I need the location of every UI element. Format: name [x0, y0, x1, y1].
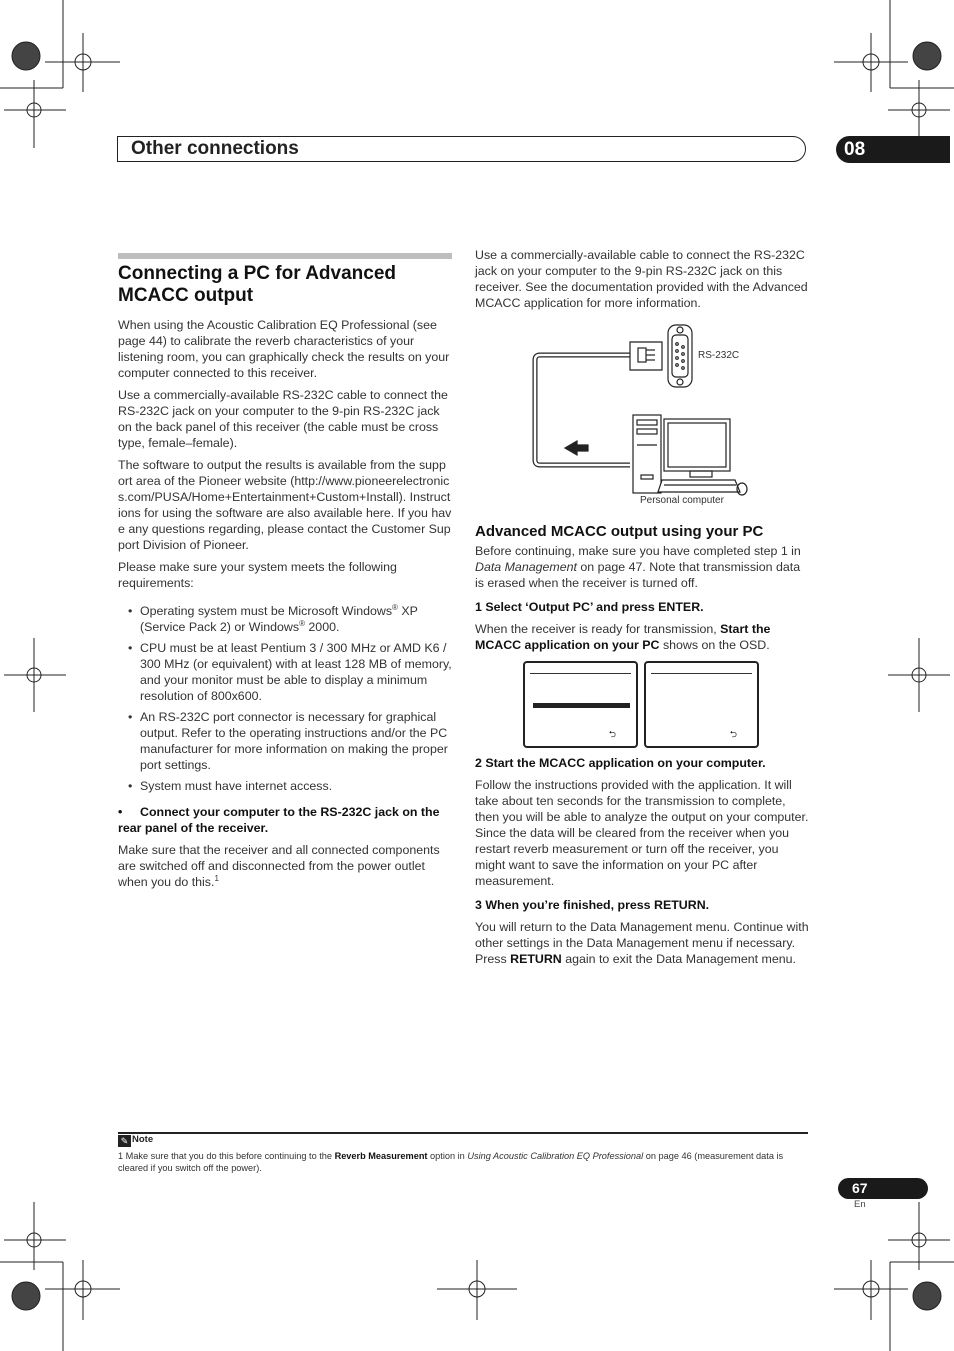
- paragraph: You will return to the Data Management menu. Continue with other settings in the Data Management menu if necessary. Press RETURN again to exit the Data Management menu.: [475, 920, 809, 966]
- section-rule: [118, 253, 452, 259]
- chapter-title: Other connections: [131, 138, 299, 159]
- footnote: 1 Make sure that you do this before continuing to the Reverb Measurement option in Using Acoustic Calibration EQ Professional on page 46 (measurement data is cleared if you switch off the power).: [118, 1151, 784, 1173]
- right-intro: [475, 247, 809, 317]
- connection-diagram: [530, 320, 770, 500]
- right-column-steps: [475, 755, 809, 973]
- right-column: [475, 523, 809, 659]
- personal-computer-label: Personal computer: [640, 495, 724, 506]
- paragraph: Make sure that the receiver and all connected components are switched off and disconnected from the power outlet when you do this.$^1$: [118, 843, 440, 889]
- paragraph: When the receiver is ready for transmission, Start the MCACC application on your PC shows on the OSD.: [475, 622, 771, 652]
- return-icon: ⮌: [729, 729, 737, 739]
- paragraph: Use a commercially-available cable to connect the RS-232C jack on your computer to the 9-pin RS-232C jack on this receiver. See the documentation provided with the Advanced MCACC application for more information.: [475, 248, 808, 310]
- page-number: 67: [838, 1178, 928, 1199]
- paragraph: Use a commercially-available RS-232C cable to connect the RS-232C jack on your computer to the 9-pin RS-232C jack on the back panel of this receiver (the cable must be cross type, female–female).: [118, 388, 448, 450]
- list-item: • Operating system must be Microsoft Windows® XP (Service Pack 2) or Windows® 2000.: [118, 603, 452, 635]
- left-column: [118, 263, 452, 896]
- osd-screen: [523, 661, 638, 748]
- rs232c-label: RS-232C: [698, 350, 740, 361]
- paragraph: Before continuing, make sure you have completed step 1 in Data Management on page 47. Note that transmission data is erased when the receiver is turned off.: [475, 544, 801, 590]
- note-rule: [118, 1132, 808, 1134]
- language-code: En: [854, 1199, 866, 1210]
- requirements-list: [118, 603, 452, 794]
- list-item: • An RS-232C port connector is necessary for graphical output. Refer to the operating instructions and/or the PC manufacturer for more information on making the proper port settings.: [118, 709, 452, 773]
- list-item: • System must have internet access.: [118, 778, 452, 794]
- step-3: 3 When you’re finished, press RETURN.: [475, 898, 710, 912]
- paragraph: When using the Acoustic Calibration EQ Professional (see page 44) to calibrate the reverb characteristics of your listening room, you can graphically check the results on your computer connected to this receiver.: [118, 318, 450, 380]
- paragraph: Follow the instructions provided with the application. It will take about ten seconds for the transmission to complete, then you will be able to analyze the output on your computer. Since the data will be cleared from the receiver when you restart reverb measurement or turn off the receiver, you might want to save the information on your PC after measurement.: [475, 778, 809, 888]
- step-instruction: • Connect your computer to the RS-232C jack on the rear panel of the receiver.: [118, 805, 440, 835]
- chapter-number: 08: [836, 136, 950, 163]
- step-1: 1 Select ‘Output PC’ and press ENTER.: [475, 600, 704, 614]
- step-2: 2 Start the MCACC application on your computer.: [475, 756, 766, 770]
- paragraph: The software to output the results is available from the support area of the Pioneer website (http://www.pioneerelectronics.com/PUSA/Home+Entertainment+Custom+Install). Instructions for using the software are also available here. If you have any questions regarding, please contact the Customer Support Division of Pioneer.: [118, 458, 452, 552]
- return-icon: ⮌: [608, 729, 616, 739]
- osd-screen: [644, 661, 759, 748]
- note-label: Note: [132, 1134, 154, 1145]
- list-item: • CPU must be at least Pentium 3 / 300 MHz or AMD K6 / 300 MHz (or equivalent) with at least 128 MB of memory, and your monitor must be able to display a minimum resolution of 800x600.: [118, 640, 452, 704]
- pencil-icon: ✎: [118, 1135, 131, 1147]
- section-heading: Connecting a PC for Advanced MCACC output: [118, 263, 396, 306]
- paragraph: Please make sure your system meets the following requirements:: [118, 560, 397, 590]
- subsection-heading: Advanced MCACC output using your PC: [475, 523, 764, 540]
